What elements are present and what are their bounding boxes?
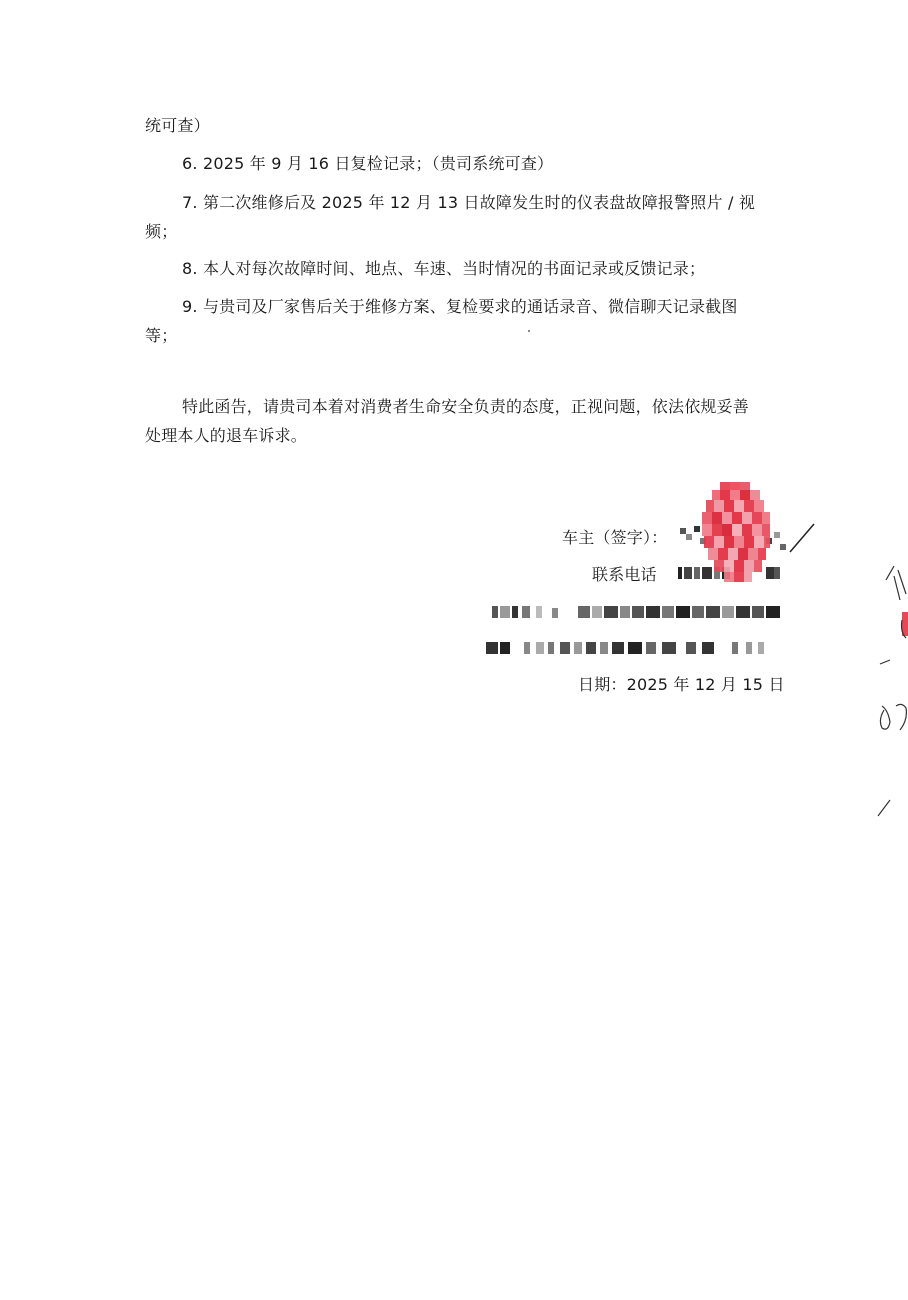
doc-line-item-9-cont: 等； [145, 326, 178, 345]
doc-line-item-8: 8. 本人对每次故障时间、地点、车速、当时情况的书面记录或反馈记录； [182, 259, 706, 278]
doc-line-item-7-cont: 频； [145, 222, 178, 241]
doc-line-item-9: 9. 与贵司及厂家售后关于维修方案、复检要求的通话录音、微信聊天记录截图 [182, 297, 738, 316]
stray-dot [528, 330, 530, 332]
document-date: 日期：2025 年 12 月 15 日 [578, 675, 785, 694]
edge-handwriting-marks [872, 560, 908, 830]
redacted-id-number-line [486, 638, 776, 658]
closing-paragraph-line-2: 处理本人的退车诉求。 [145, 426, 308, 445]
doc-line-item-6: 6. 2025 年 9 月 16 日复检记录；（贵司系统可查） [182, 154, 554, 173]
doc-line-1: 统可查） [145, 116, 210, 135]
redacted-address-line [492, 602, 784, 622]
phone-label: 联系电话 [592, 565, 657, 584]
signature-pen-stroke [788, 520, 818, 556]
closing-paragraph-line-1: 特此函告，请贵司本着对消费者生命安全负责的态度，正视问题，依法依规妥善 [182, 397, 750, 416]
red-fingerprint-stamp [698, 482, 780, 588]
owner-signature-label: 车主（签字）： [562, 528, 668, 547]
doc-line-item-7: 7. 第二次维修后及 2025 年 12 月 13 日故障发生时的仪表盘故障报警照片 / 视 [182, 193, 756, 212]
